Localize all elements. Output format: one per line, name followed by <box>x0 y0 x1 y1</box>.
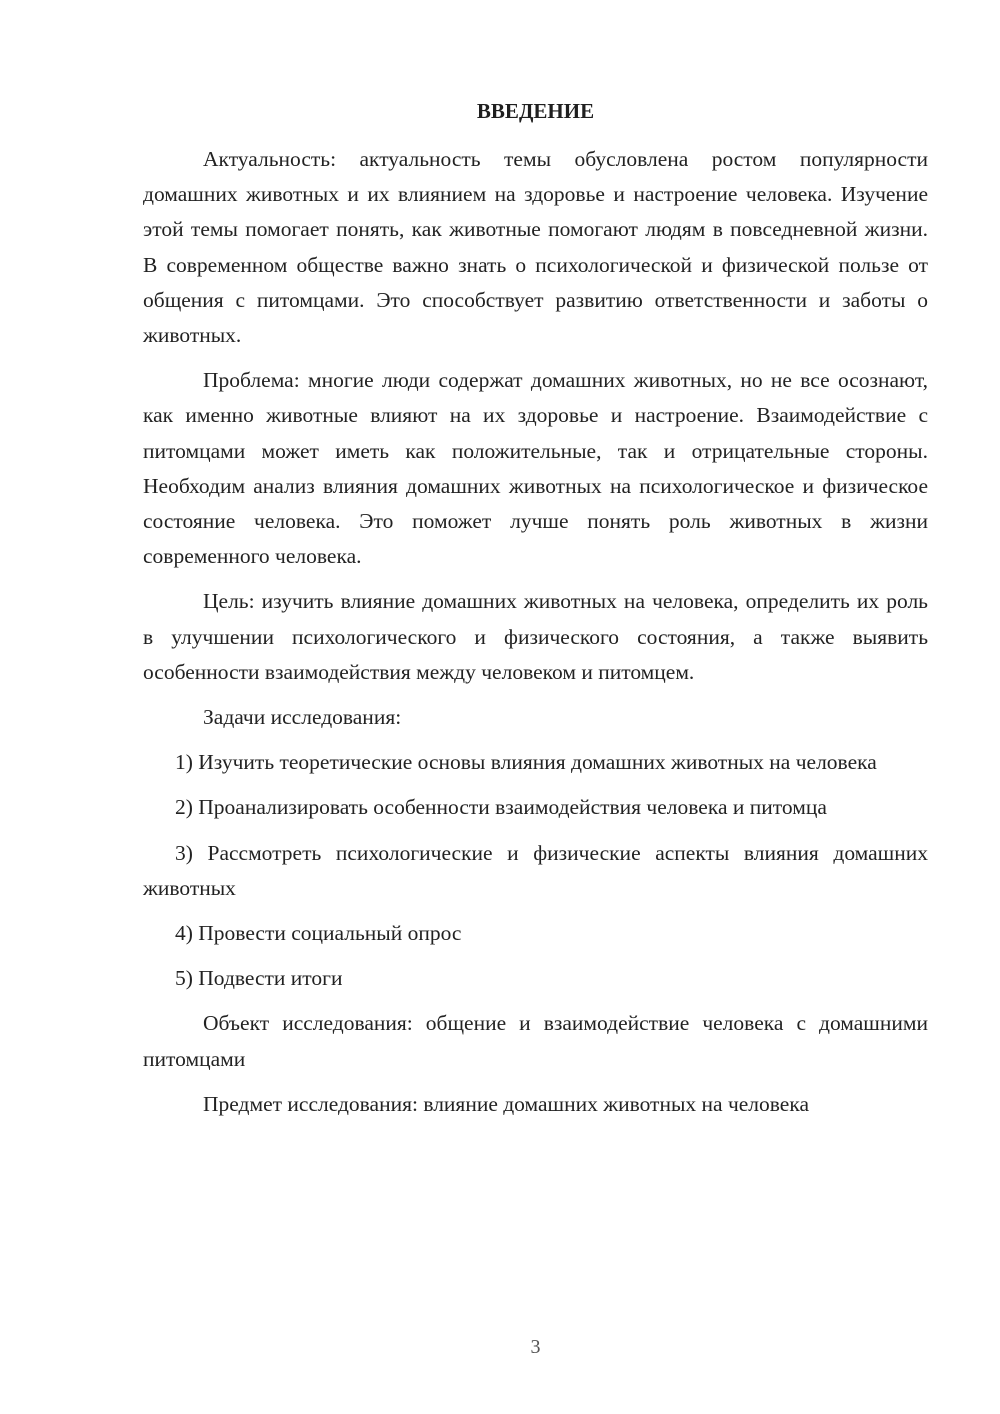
task-item-2: 2) Проанализировать особенности взаимодействия человека и питомца <box>175 795 827 820</box>
task-item-4: 4) Провести социальный опрос <box>175 921 462 946</box>
task-item-3: 3) Рассмотреть психологические и физические аспекты влияния домашних животных <box>143 840 928 900</box>
page-number: 3 <box>530 1336 541 1358</box>
paragraph-goal: Цель: изучить влияние домашних животных на человека, определить их роль в улучшении психологического и физического состояния, а также выявить особенности взаимодействия между человеком и питомцем. <box>143 589 928 684</box>
task-item-5: 5) Подвести итоги <box>175 966 343 991</box>
task-item-1: 1) Изучить теоретические основы влияния домашних животных на человека <box>175 750 877 775</box>
document-body <box>143 142 928 1132</box>
page-title: ВВЕДЕНИЕ <box>476 99 595 123</box>
paragraph-tasks-heading: Задачи исследования: <box>203 705 402 730</box>
paragraph-problem: Проблема: многие люди содержат домашних животных, но не все осознают, как именно животные влияют на их здоровье и настроение. Взаимодействие с питомцами может иметь как положительные, так и отрицательные стороны. Необходим анализ влияния домашних животных на психологическое и физическое состояние человека. Это поможет лучше понять роль животных в жизни современного человека. <box>143 368 928 569</box>
paragraph-object: Объект исследования: общение и взаимодействие человека с домашними питомцами <box>143 1011 928 1071</box>
paragraph-relevance: Актуальность: актуальность темы обусловлена ростом популярности домашних животных и их влиянием на здоровье и настроение человека. Изучение этой темы помогает понять, как животные помогают людям в повседневной жизни. В современном обществе важно знать о психологической и физической пользе от общения с питомцами. Это способствует развитию ответственности и заботы о животных. <box>143 147 928 348</box>
paragraph-subject: Предмет исследования: влияние домашних животных на человека <box>203 1091 810 1116</box>
